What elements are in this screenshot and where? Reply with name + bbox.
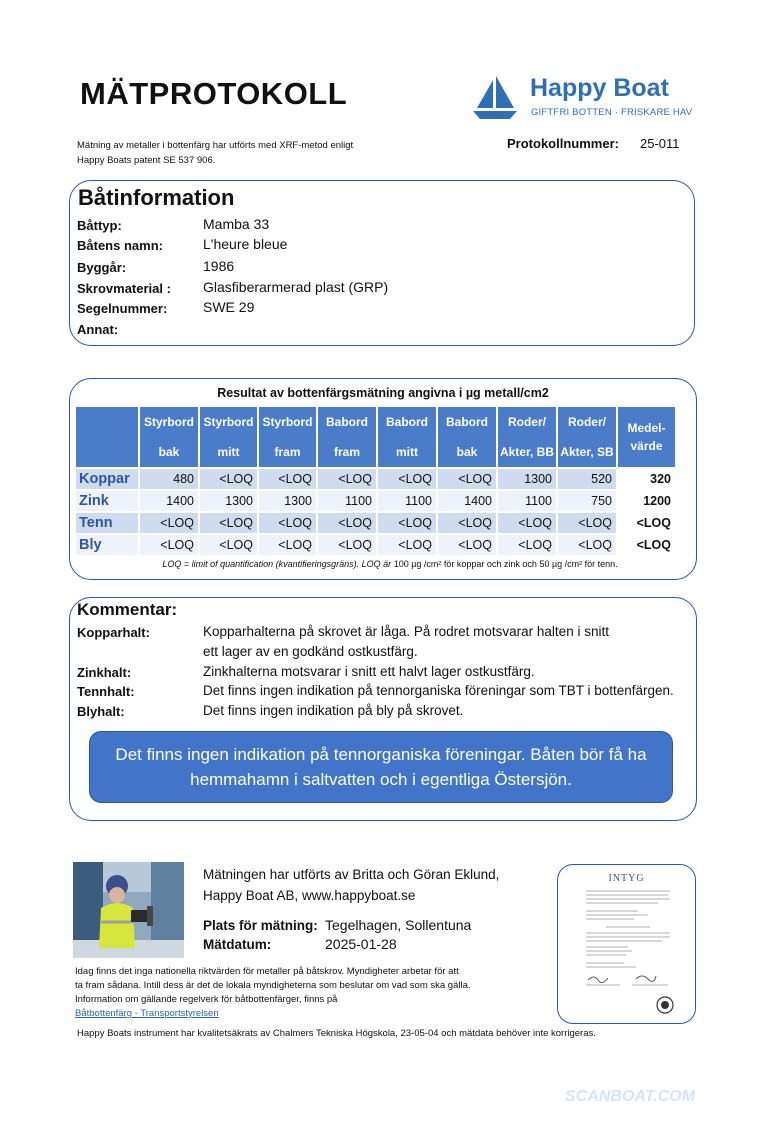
table-cell: <LOQ xyxy=(378,535,436,555)
logo-tagline: GIFTFRI BOTTEN · FRISKARE HAV xyxy=(531,107,693,118)
measured-by-line-2: Happy Boat AB, www.happyboat.se xyxy=(203,888,416,903)
table-cell: <LOQ xyxy=(318,469,376,489)
table-cell: 1100 xyxy=(498,491,556,511)
build-year-label: Byggår: xyxy=(77,260,127,275)
table-row-bly xyxy=(76,535,675,555)
row-label: Koppar xyxy=(76,469,138,489)
lead-label: Blyhalt: xyxy=(77,704,125,719)
results-title: Resultat av bottenfärgsmätning angivna i µg metall/cm2 xyxy=(217,386,549,400)
boat-name-label: Båtens namn: xyxy=(77,238,163,253)
table-cell: 1300 xyxy=(498,469,556,489)
table-cell: <LOQ xyxy=(318,513,376,533)
results-table xyxy=(74,405,677,557)
col-header: Styrbord bak xyxy=(140,407,198,467)
photo-person-measuring xyxy=(73,862,184,958)
header-corner xyxy=(76,407,138,467)
callout-line-2: hemmahamn i saltvatten och i egentliga Östersjön. xyxy=(190,770,572,789)
table-cell: <LOQ xyxy=(498,513,556,533)
table-cell: 1300 xyxy=(200,491,257,511)
col-header: Styrbord fram xyxy=(259,407,316,467)
loq-note-definition: LOQ = limit of quantification (kvantifieringsgräns). LOQ är xyxy=(162,559,392,569)
boat-name-value: L'heure bleue xyxy=(203,236,288,252)
table-cell: 1300 xyxy=(259,491,316,511)
table-cell: <LOQ xyxy=(378,513,436,533)
hull-material-label: Skrovmaterial : xyxy=(77,281,171,296)
certificate-thumbnail xyxy=(557,864,696,1024)
loq-note xyxy=(70,559,710,569)
build-year-value: 1986 xyxy=(203,258,235,274)
table-cell: 480 xyxy=(140,469,198,489)
table-cell: <LOQ xyxy=(259,469,316,489)
disclaimer-line-1: Idag finns det inga nationella riktvärden för metaller på båtskrov. Myndigheter arbetar för att xyxy=(75,966,459,977)
university-seal-icon xyxy=(657,997,673,1013)
other-label: Annat: xyxy=(77,322,119,337)
table-cell: 1400 xyxy=(438,491,496,511)
table-cell: <LOQ xyxy=(438,513,496,533)
table-cell: <LOQ xyxy=(200,535,257,555)
place-label: Plats för mätning: xyxy=(203,918,318,933)
col-header: Styrbord mitt xyxy=(200,407,257,467)
sail-number-value: SWE 29 xyxy=(203,299,255,315)
col-header: Babord bak xyxy=(438,407,496,467)
boat-info-heading: Båtinformation xyxy=(78,185,235,210)
measured-by-line-1: Mätningen har utförts av Britta och Göran Eklund, xyxy=(203,867,500,882)
loq-note-limits: 100 µg /cm² för koppar och zink och 50 µg /cm² för tenn. xyxy=(391,559,618,569)
mean-cell: 1200 xyxy=(618,491,675,511)
place-value: Tegelhagen, Sollentuna xyxy=(325,917,472,933)
table-cell: 750 xyxy=(558,491,616,511)
boat-type-value: Mamba 33 xyxy=(203,216,270,232)
table-cell: <LOQ xyxy=(438,469,496,489)
mean-cell: <LOQ xyxy=(618,535,675,555)
table-cell: <LOQ xyxy=(259,513,316,533)
col-header: Roder/ Akter, SB xyxy=(558,407,616,467)
table-cell: 1100 xyxy=(318,491,376,511)
protocol-number-label: Protokollnummer: xyxy=(507,136,619,151)
date-value: 2025-01-28 xyxy=(325,936,397,952)
table-row-koppar xyxy=(76,469,675,489)
row-label: Zink xyxy=(76,491,138,511)
table-cell: <LOQ xyxy=(200,469,257,489)
copper-comment-line-2: ett lager av en godkänd ostkustfärg. xyxy=(203,644,418,659)
mean-cell: 320 xyxy=(618,469,675,489)
lead-comment: Det finns ingen indikation på bly på skrovet. xyxy=(203,703,464,718)
row-label: Bly xyxy=(76,535,138,555)
col-header-mean: Medel- värde xyxy=(618,407,675,467)
table-cell: <LOQ xyxy=(378,469,436,489)
callout-line-1: Det finns ingen indikation på tennorganiska föreningar. Båten bör få ha xyxy=(115,745,647,764)
comment-heading: Kommentar: xyxy=(77,600,178,619)
table-cell: <LOQ xyxy=(498,535,556,555)
tin-comment: Det finns ingen indikation på tennorganiska föreningar som TBT i bottenfärgen. xyxy=(203,683,674,698)
table-cell: <LOQ xyxy=(318,535,376,555)
table-cell: <LOQ xyxy=(140,513,198,533)
tin-label: Tennhalt: xyxy=(77,684,135,699)
zinc-comment: Zinkhalterna motsvarar i snitt ett halvt lager ostkustfärg. xyxy=(203,664,535,679)
logo-name: Happy Boat xyxy=(530,74,669,102)
transportstyrelsen-link[interactable]: Båtbottenfärg - Transportstyrelsen xyxy=(75,1008,219,1019)
table-cell: <LOQ xyxy=(200,513,257,533)
copper-comment-line-1: Kopparhalterna på skrovet är låga. På rodret motsvarar halten i snitt xyxy=(203,624,609,639)
table-row-zink xyxy=(76,491,675,511)
table-cell: 520 xyxy=(558,469,616,489)
date-label: Mätdatum: xyxy=(203,937,272,952)
col-header: Babord fram xyxy=(318,407,376,467)
measured-by xyxy=(203,864,543,906)
watermark: SCANBOAT.COM xyxy=(565,1088,696,1105)
table-cell: <LOQ xyxy=(438,535,496,555)
zinc-label: Zinkhalt: xyxy=(77,665,132,680)
table-cell: <LOQ xyxy=(259,535,316,555)
copper-label: Kopparhalt: xyxy=(77,625,150,640)
certificate-title: INTYG xyxy=(608,873,645,884)
page-title: MÄTPROTOKOLL xyxy=(80,76,348,111)
disclaimer-line-3: Information om gällande regelverk för båtbottenfärger, finns på xyxy=(75,994,338,1005)
row-label: Tenn xyxy=(76,513,138,533)
table-cell: 1400 xyxy=(140,491,198,511)
table-row-tenn xyxy=(76,513,675,533)
results-header-row xyxy=(76,407,675,467)
sailboat-icon xyxy=(470,72,520,124)
table-cell: 1100 xyxy=(378,491,436,511)
disclaimer-line-2: ta fram sådana. Intill dess är det de lokala myndigheterna som beslutar om vad som ska gälla. xyxy=(75,980,471,991)
table-cell: <LOQ xyxy=(558,535,616,555)
method-description xyxy=(77,138,407,168)
quality-assurance-note: Happy Boats instrument har kvalitetsäkrats av Chalmers Tekniska Högskola, 23-05-04 och mätdata behöver inte korrigeras. xyxy=(77,1028,596,1039)
mean-cell: <LOQ xyxy=(618,513,675,533)
table-cell: <LOQ xyxy=(558,513,616,533)
conclusion-callout xyxy=(89,731,673,803)
method-line-1: Mätning av metaller i bottenfärg har utförts med XRF-metod enligt xyxy=(77,140,354,151)
method-line-2: Happy Boats patent SE 537 906. xyxy=(77,155,216,166)
boat-type-label: Båttyp: xyxy=(77,218,122,233)
disclaimer xyxy=(75,965,495,1021)
sail-number-label: Segelnummer: xyxy=(77,301,168,316)
col-header: Babord mitt xyxy=(378,407,436,467)
protocol-number: 25-011 xyxy=(640,136,680,151)
col-header: Roder/ Akter, BB xyxy=(498,407,556,467)
hull-material-value: Glasfiberarmerad plast (GRP) xyxy=(203,279,389,295)
table-cell: <LOQ xyxy=(140,535,198,555)
